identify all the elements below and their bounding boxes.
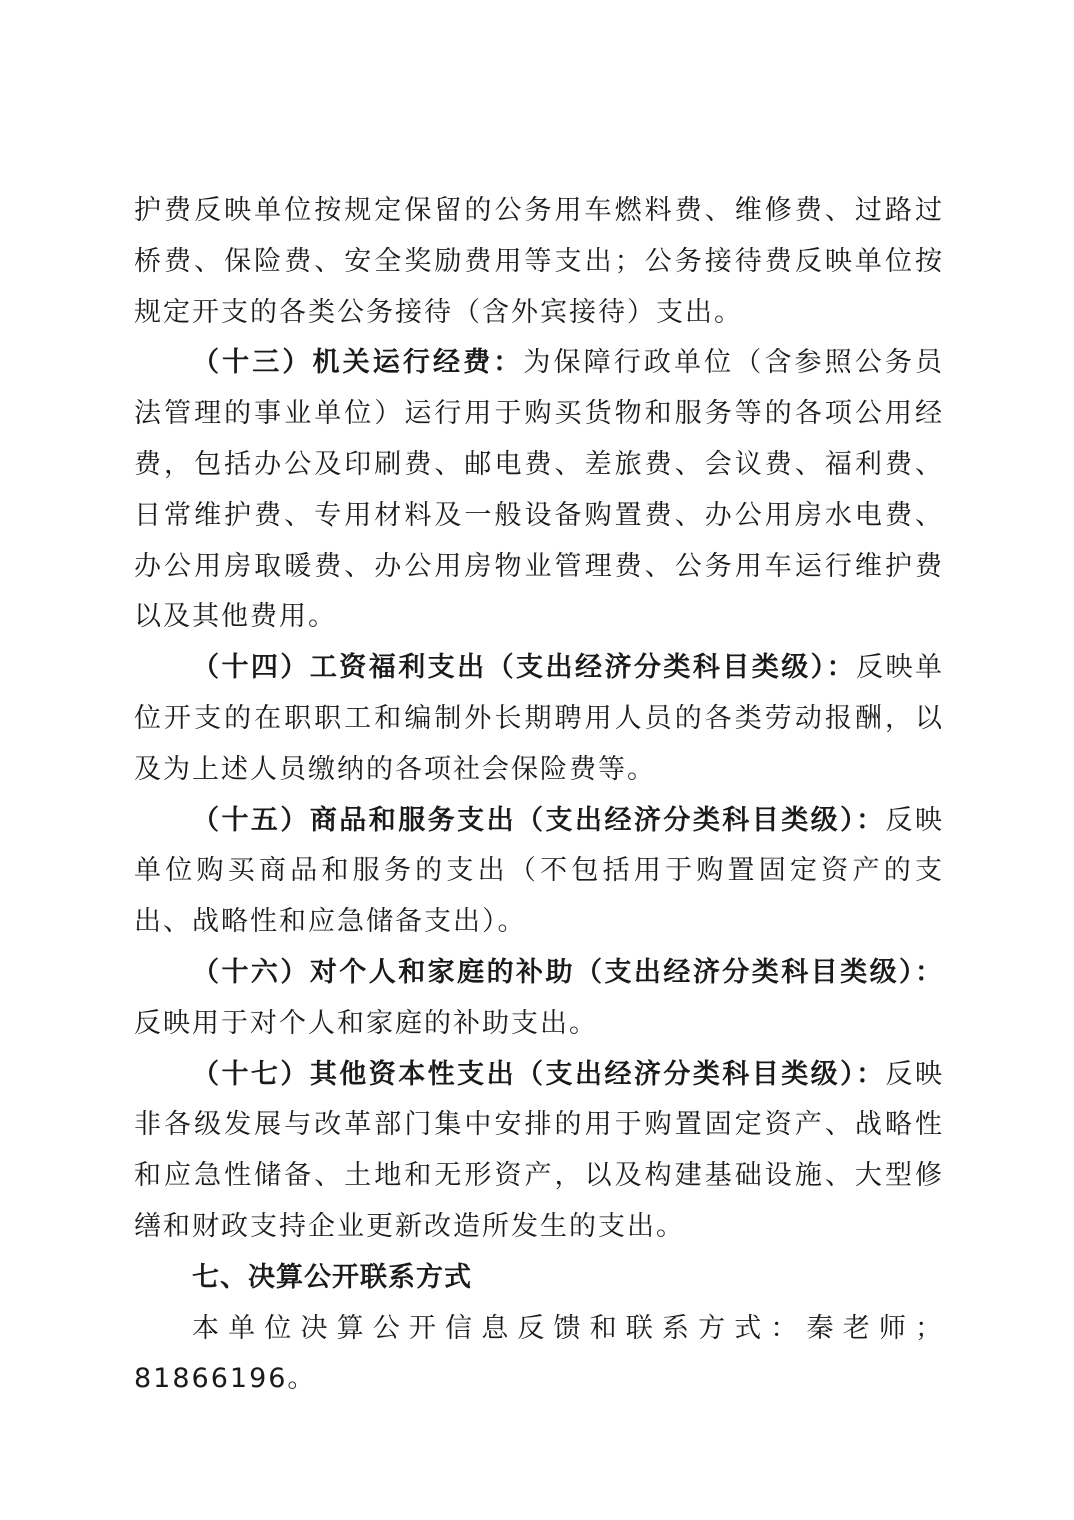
document-page — [134, 186, 944, 1405]
section-heading-contact: 七、决算公开联系方式 — [192, 1261, 472, 1293]
term-label: （十三）机关运行经费： — [192, 347, 524, 379]
contact-info: 本单位决算公开信息反馈和联系方式：秦老师；81866196。 — [134, 1312, 944, 1395]
paragraph-body: 反映单位开支的在职职工和编制外长期聘用人员的各类劳动报酬，以及为上述人员缴纳的各项社会保险费等。 — [134, 652, 945, 785]
paragraph-body: 为保障行政单位（含参照公务员法管理的事业单位）运行用于购买货物和服务等的各项公用经费，包括办公及印刷费、邮电费、差旅费、会议费、福利费、日常维护费、专用材料及一般设备购置费、办公用房水电费、办公用房取暖费、办公用房物业管理费、公务用车运行维护费以及其他费用。 — [134, 347, 944, 633]
paragraph-15-goods-services — [134, 796, 944, 948]
paragraph-17-other-capital — [134, 1050, 944, 1253]
term-label: （十五）商品和服务支出（支出经济分类科目类级）： — [192, 804, 886, 836]
paragraph-body: 护费反映单位按规定保留的公务用车燃料费、维修费、过路过桥费、保险费、安全奖励费用等支出；公务接待费反映单位按规定开支的各类公务接待（含外宾接待）支出。 — [134, 195, 944, 328]
paragraph-body: 反映单位购买商品和服务的支出（不包括用于购置固定资产的支出、战略性和应急储备支出）。 — [134, 804, 945, 938]
term-label: （十四）工资福利支出（支出经济分类科目类级）： — [192, 652, 857, 684]
term-label: （十七）其他资本性支出（支出经济分类科目类级）： — [192, 1058, 886, 1090]
paragraph-16-household-subsidy — [134, 948, 944, 1050]
term-label: （十六）对个人和家庭的补助（支出经济分类科目类级）： — [192, 956, 944, 988]
paragraph-body: 反映非各级发展与改革部门集中安排的用于购置固定资产、战略性和应急性储备、土地和无形资产，以及构建基础设施、大型修缮和财政支持企业更新改造所发生的支出。 — [134, 1058, 945, 1242]
paragraph-continuation — [134, 186, 944, 338]
paragraph-body: 反映用于对个人和家庭的补助支出。 — [134, 1007, 598, 1039]
paragraph-13-operating-funds — [134, 338, 944, 643]
paragraph-14-wages-welfare — [134, 643, 944, 795]
